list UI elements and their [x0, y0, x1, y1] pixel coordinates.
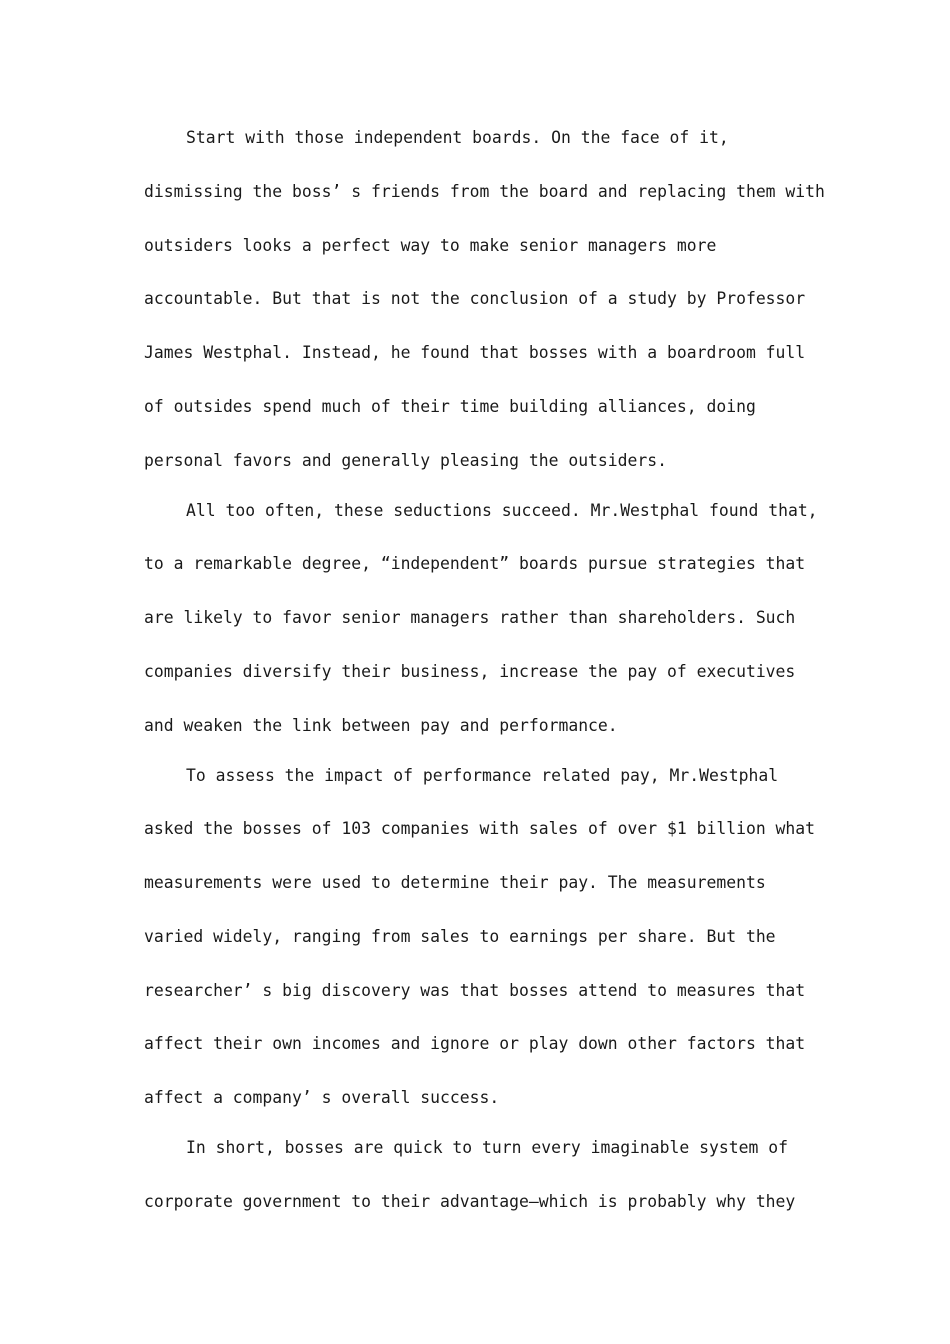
text-line: Start with those independent boards. On the face of it,	[186, 128, 729, 147]
text-line: companies diversify their business, increase the pay of executives	[144, 662, 796, 681]
text-line: All too often, these seductions succeed. Mr.Westphal found that,	[186, 501, 818, 520]
text-line: of outsides spend much of their time building alliances, doing	[144, 397, 756, 416]
text-line: dismissing the boss’ s friends from the board and replacing them with	[144, 182, 825, 201]
text-line: outsiders looks a perfect way to make senior managers more	[144, 236, 717, 255]
text-line: and weaken the link between pay and performance.	[144, 716, 618, 735]
text-line: In short, bosses are quick to turn every imaginable system of	[186, 1138, 788, 1157]
text-line: to a remarkable degree, “independent” boards pursue strategies that	[144, 554, 806, 573]
text-line: researcher’ s big discovery was that bosses attend to measures that	[144, 981, 806, 1000]
text-line: personal favors and generally pleasing the outsiders.	[144, 451, 668, 470]
text-line: corporate government to their advantage—which is probably why they	[144, 1192, 796, 1211]
text-line: affect their own incomes and ignore or play down other factors that	[144, 1034, 806, 1053]
text-line: varied widely, ranging from sales to earnings per share. But the	[144, 927, 776, 946]
text-line: accountable. But that is not the conclusion of a study by Professor	[144, 289, 806, 308]
text-line: measurements were used to determine their pay. The measurements	[144, 873, 766, 892]
text-line: asked the bosses of 103 companies with sales of over $1 billion what	[144, 819, 816, 838]
text-line: To assess the impact of performance related pay, Mr.Westphal	[186, 766, 779, 785]
text-line: James Westphal. Instead, he found that bosses with a boardroom full	[144, 343, 806, 362]
text-line: affect a company’ s overall success.	[144, 1088, 500, 1107]
text-line: are likely to favor senior managers rather than shareholders. Such	[144, 608, 796, 627]
